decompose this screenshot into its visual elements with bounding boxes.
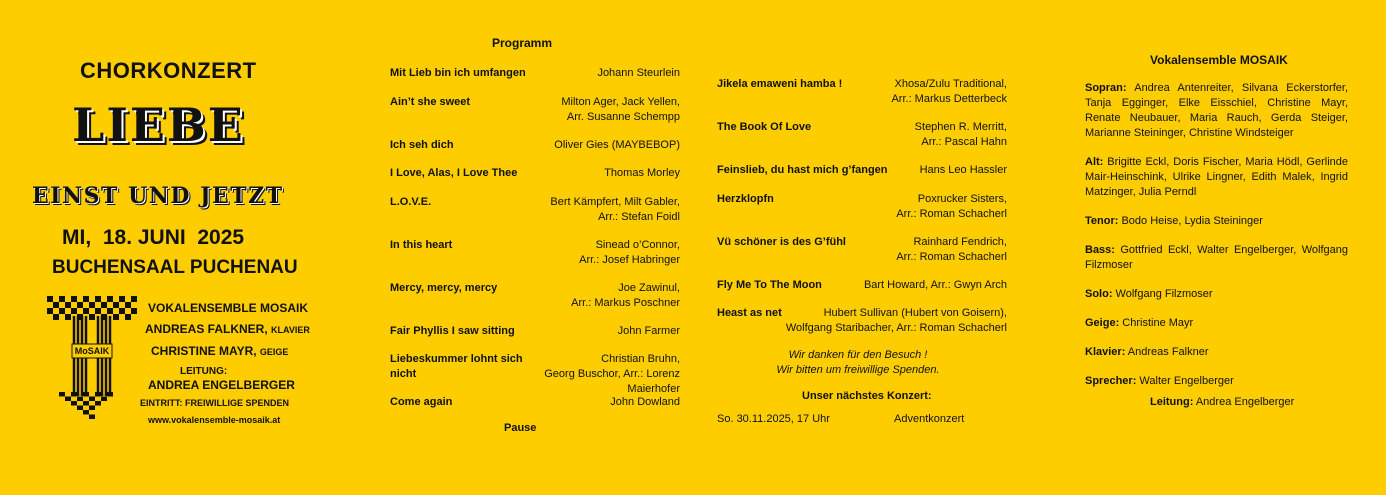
credit-piano-name: ANDREAS FALKNER, xyxy=(145,322,268,336)
composer-line: Arr.: Markus Detterbeck xyxy=(891,93,1007,105)
voice-section xyxy=(1085,316,1348,331)
voice-section xyxy=(1085,345,1348,360)
ensemble-heading: Vokalensemble MOSAIK xyxy=(1150,53,1288,67)
song-composer xyxy=(597,66,680,95)
program-item xyxy=(390,195,680,238)
next-concert-date: So. 30.11.2025, 17 Uhr xyxy=(717,413,830,425)
song-title: Liebeskummer lohnt sich nicht xyxy=(390,353,523,380)
voice-section xyxy=(1085,243,1348,273)
song-composer xyxy=(550,195,680,238)
song-composer xyxy=(864,278,1007,307)
thanks-line-2: Wir bitten um freiwillige Spenden. xyxy=(776,364,940,376)
composer-line: Arr.: Josef Habringer xyxy=(579,253,680,266)
program-item xyxy=(390,352,680,395)
program-item xyxy=(390,281,680,324)
voice-section xyxy=(1085,155,1348,200)
program-column-1 xyxy=(390,66,680,424)
composer-line: Wolfgang Staribacher, Arr.: Roman Schacherl xyxy=(785,322,1007,334)
ensemble-leitung xyxy=(1150,395,1294,410)
song-title: Ain’t she sweet xyxy=(390,95,471,108)
credit-violin xyxy=(151,344,288,358)
next-concert-title: Adventkonzert xyxy=(894,413,965,425)
program-item xyxy=(717,235,1007,278)
song-composer xyxy=(920,163,1007,192)
ensemble-list xyxy=(1085,81,1348,403)
cover-subtitle: EINST UND JETZT xyxy=(32,183,284,209)
program-item xyxy=(717,163,1007,192)
song-title: I Love, Alas, I Love Thee xyxy=(390,167,518,179)
voice-section xyxy=(1085,81,1348,141)
concert-venue: BUCHENSAAL PUCHENAU xyxy=(52,257,298,278)
song-title: In this heart xyxy=(390,238,453,251)
voice-label: Bass: xyxy=(1085,244,1115,256)
voice-names: Gottfried Eckl, Walter Engelberger, Wolfgang Filzmoser xyxy=(1085,244,1348,271)
composer-line: Sinead o’Connor, xyxy=(595,238,680,251)
program-column-2 xyxy=(717,77,1007,349)
credit-piano-role: KLAVIER xyxy=(271,325,310,335)
composer-line: Rainhard Fendrich, xyxy=(913,235,1007,248)
logo-text: MoSAIK xyxy=(74,346,110,356)
composer-line: Thomas Morley xyxy=(604,167,680,179)
song-composer xyxy=(610,395,680,424)
credit-violin-role: GEIGE xyxy=(259,347,289,357)
song-title: L.O.V.E. xyxy=(390,195,432,208)
program-item xyxy=(390,324,680,353)
program-item xyxy=(390,395,680,424)
voice-label: Sprecher: xyxy=(1085,375,1137,387)
voice-label: Tenor: xyxy=(1085,215,1119,227)
voice-names: Andrea Antenreiter, Silvana Eckerstorfer, Tanja Egginger, Elke Eisschiel, Christine Mayr, Renate Neubauer, Maria Rauch, Gerda Steiger, Marianne Steininger, Christine Windsteiger xyxy=(1085,82,1348,139)
song-composer xyxy=(786,306,1007,349)
cover-title: CHORKONZERT xyxy=(80,58,257,83)
song-composer xyxy=(554,138,680,167)
voice-label: Solo: xyxy=(1085,288,1113,300)
composer-line: John Dowland xyxy=(610,396,680,408)
program-item xyxy=(717,306,1007,349)
song-composer xyxy=(561,95,680,138)
composer-line: Arr.: Roman Schacherl xyxy=(896,250,1007,263)
song-composer xyxy=(896,192,1007,235)
program-item xyxy=(717,192,1007,235)
voice-names: Walter Engelberger xyxy=(1136,375,1234,387)
voice-label: Alt: xyxy=(1085,156,1104,168)
song-title: Herzklopfn xyxy=(717,192,774,205)
song-title: Fly Me To The Moon xyxy=(717,278,822,291)
program-item xyxy=(390,166,680,195)
voice-label: Geige: xyxy=(1085,317,1120,329)
song-composer xyxy=(571,281,680,324)
song-composer xyxy=(523,352,680,395)
thanks-line-1: Wir danken für den Besuch ! xyxy=(788,349,928,361)
program-heading: Programm xyxy=(492,36,553,50)
composer-line: Stephen R. Merritt, xyxy=(914,121,1007,133)
composer-line: Arr.: Pascal Hahn xyxy=(921,136,1007,148)
composer-line: Johann Steurlein xyxy=(597,67,680,79)
program-item xyxy=(390,138,680,167)
composer-line: Arr.: Stefan Foidl xyxy=(598,210,680,223)
composer-line: Joe Zawinul, xyxy=(618,281,680,294)
thanks-note xyxy=(717,348,999,378)
credit-violin-name: CHRISTINE MAYR, xyxy=(151,344,257,358)
voice-label: Sopran: xyxy=(1085,82,1127,94)
cover-main-title: LIEBE xyxy=(72,98,245,152)
ensemble-leitung-name: Andrea Engelberger xyxy=(1195,396,1295,408)
song-title: Mercy, mercy, mercy xyxy=(390,281,498,294)
program-item xyxy=(390,66,680,95)
composer-line: Bart Howard, Arr.: Gwyn Arch xyxy=(863,278,1007,291)
composer-line: Milton Ager, Jack Yellen, xyxy=(561,95,680,108)
composer-line: Christian Bruhn, xyxy=(601,353,680,365)
song-title: Feinslieb, du hast mich g’fangen xyxy=(717,164,888,176)
eintritt-note: EINTRITT: FREIWILLIGE SPENDEN xyxy=(140,398,290,408)
song-composer xyxy=(618,324,680,353)
credit-piano xyxy=(145,322,310,336)
voice-label: Klavier: xyxy=(1085,346,1126,358)
website-link[interactable]: www.vokalensemble-mosaik.at xyxy=(148,415,281,425)
song-title: Vü schöner is des G’fühl xyxy=(717,235,846,248)
mosaik-logo xyxy=(46,296,138,420)
voice-section xyxy=(1085,374,1348,389)
composer-line: Arr.: Roman Schacherl xyxy=(896,207,1007,220)
pause-label: Pause xyxy=(504,422,537,434)
program-item xyxy=(717,120,1007,163)
concert-date: MI, 18. JUNI 2025 xyxy=(62,226,245,249)
voice-section xyxy=(1085,287,1348,302)
credit-ensemble: VOKALENSEMBLE MOSAIK xyxy=(148,301,309,315)
composer-line: Poxrucker Sisters, xyxy=(917,192,1007,205)
song-composer xyxy=(896,235,1007,278)
composer-line: Arr.: Markus Poschner xyxy=(571,296,680,309)
composer-line: John Farmer xyxy=(617,324,680,337)
song-title: Fair Phyllis I saw sitting xyxy=(390,324,515,337)
next-concert-heading: Unser nächstes Konzert: xyxy=(802,390,932,402)
voice-section xyxy=(1085,214,1348,229)
composer-line: Bert Kämpfert, Milt Gabler, xyxy=(550,195,680,208)
program-item xyxy=(717,278,1007,307)
voice-names: Bodo Heise, Lydia Steininger xyxy=(1118,215,1263,227)
ensemble-leitung-label: Leitung: xyxy=(1150,396,1194,408)
song-title: Heast as net xyxy=(717,307,782,319)
program-item xyxy=(717,77,1007,120)
voice-names: Andreas Falkner xyxy=(1125,346,1209,358)
song-composer xyxy=(604,166,680,195)
song-title: Come again xyxy=(390,396,453,408)
voice-names: Wolfgang Filzmoser xyxy=(1112,288,1213,300)
composer-line: Arr. Susanne Schempp xyxy=(566,110,680,123)
composer-line: Georg Buschor, Arr.: Lorenz Maierhofer xyxy=(544,368,680,395)
voice-names: Christine Mayr xyxy=(1119,317,1194,329)
composer-line: Hubert Sullivan (Hubert von Goisern), xyxy=(823,307,1007,319)
program-item xyxy=(390,238,680,281)
composer-line: Xhosa/Zulu Traditional, xyxy=(894,78,1007,90)
composer-line: Hans Leo Hassler xyxy=(919,164,1007,176)
composer-line: Oliver Gies (MAYBEBOP) xyxy=(554,138,680,151)
credit-leitung: ANDREA ENGELBERGER xyxy=(148,378,295,392)
song-composer xyxy=(579,238,680,281)
voice-names: Brigitte Eckl, Doris Fischer, Maria Hödl, Gerlinde Mair-Heinschink, Ulrike Lingner, Edith Malek, Ingrid Matzinger, Julia Perndl xyxy=(1085,156,1348,198)
song-title: Mit Lieb bin ich umfangen xyxy=(390,67,526,79)
song-title: Ich seh dich xyxy=(390,138,454,151)
song-composer xyxy=(915,120,1007,163)
song-composer xyxy=(891,77,1007,120)
song-title: Jikela emaweni hamba ! xyxy=(717,78,843,90)
credit-leitung-label: LEITUNG: xyxy=(180,366,228,377)
song-title: The Book Of Love xyxy=(717,121,812,133)
program-item xyxy=(390,95,680,138)
